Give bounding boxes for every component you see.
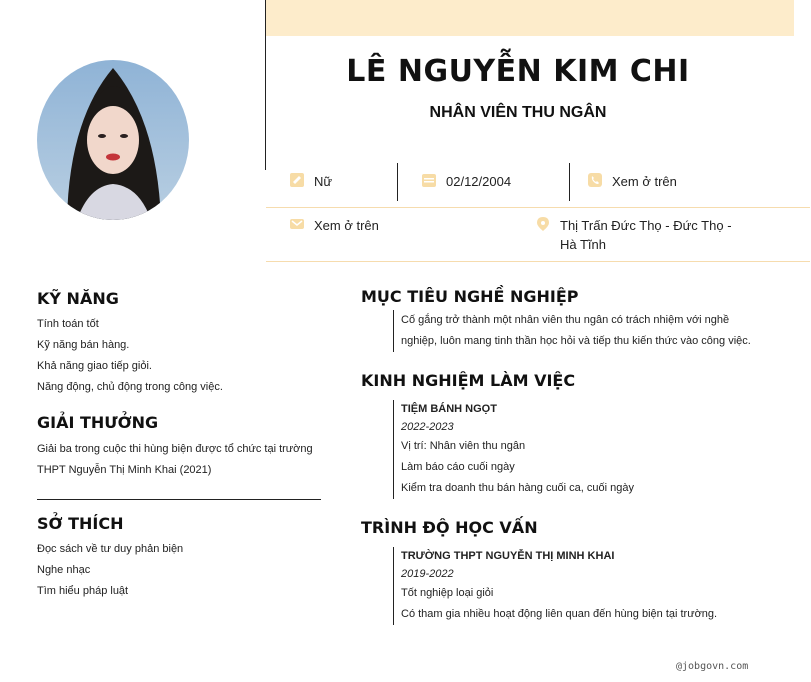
email-value: Xem ở trên xyxy=(314,218,379,233)
gender-item xyxy=(290,172,332,191)
skills-list xyxy=(37,314,223,398)
hobbies-list xyxy=(37,539,183,602)
list-item: Khả năng giao tiếp giỏi. xyxy=(37,360,152,372)
section-divider xyxy=(37,499,321,500)
company-name: TIỆM BÁNH NGỌT xyxy=(401,403,497,415)
gender-value: Nữ xyxy=(314,174,333,189)
objective-line: nghiệp, luôn mang tinh thần học hỏi và tiếp thu kiến thức vào công việc. xyxy=(401,335,751,347)
education-detail: Có tham gia nhiều hoạt động liên quan đến hùng biện tại trường. xyxy=(401,608,718,620)
list-item: Kỹ năng bán hàng. xyxy=(37,339,130,351)
awards-heading: GIẢI THƯỞNG xyxy=(37,413,159,432)
skills-heading: KỸ NĂNG xyxy=(37,289,119,308)
objective-heading: MỤC TIÊU NGHỀ NGHIỆP xyxy=(361,287,579,306)
experience-detail: Kiểm tra doanh thu bán hàng cuối ca, cuối ngày xyxy=(401,482,634,494)
email-item xyxy=(290,216,379,235)
list-item: Năng động, chủ động trong công việc. xyxy=(37,381,223,393)
header-band xyxy=(266,0,794,36)
experience-heading: KINH NGHIỆM LÀM VIỆC xyxy=(361,371,576,390)
gender-icon xyxy=(290,173,304,187)
address-item xyxy=(536,216,746,254)
address-value: Thị Trấn Đức Thọ - Đức Thọ - Hà Tĩnh xyxy=(560,218,732,252)
list-item: Giải ba trong cuộc thi hùng biện được tổ chức tại trường xyxy=(37,443,313,455)
list-item: THPT Nguyễn Thị Minh Khai (2021) xyxy=(37,464,212,476)
school-name: TRƯỜNG THPT NGUYỄN THỊ MINH KHAI xyxy=(401,550,615,562)
list-item: Đọc sách về tư duy phản biện xyxy=(37,543,184,555)
dob-item xyxy=(422,172,511,191)
info-separator xyxy=(397,163,398,201)
awards-list xyxy=(37,439,313,481)
list-item: Tính toán tốt xyxy=(37,318,99,330)
list-item: Tìm hiểu pháp luật xyxy=(37,585,129,597)
info-row-1 xyxy=(266,163,810,201)
location-pin-icon xyxy=(536,217,550,231)
education-heading: TRÌNH ĐỘ HỌC VẤN xyxy=(361,518,538,537)
calendar-icon xyxy=(422,173,436,187)
hobbies-heading: SỞ THÍCH xyxy=(37,514,124,533)
email-icon xyxy=(290,217,304,231)
candidate-name: LÊ NGUYỄN KIM CHI xyxy=(346,54,690,89)
experience-detail: Làm báo cáo cuối ngày xyxy=(401,461,515,473)
phone-icon xyxy=(588,173,602,187)
job-position: NHÂN VIÊN THU NGÂN xyxy=(429,104,607,121)
dob-value: 02/12/2004 xyxy=(446,174,512,189)
objective-line: Cố gắng trở thành một nhân viên thu ngân có trách nhiệm với nghề xyxy=(401,314,730,326)
education-period: 2019-2022 xyxy=(401,568,454,580)
list-item: Nghe nhạc xyxy=(37,564,91,576)
watermark: @jobgovn.com xyxy=(676,661,749,672)
objective-block xyxy=(393,310,751,352)
education-detail: Tốt nghiệp loại giỏi xyxy=(401,587,494,599)
experience-period: 2022-2023 xyxy=(401,421,454,433)
info-separator xyxy=(569,163,570,201)
experience-block xyxy=(393,400,634,499)
education-block xyxy=(393,547,717,625)
experience-detail: Vị trí: Nhân viên thu ngân xyxy=(401,440,526,452)
phone-value: Xem ở trên xyxy=(612,174,677,189)
info-row-2 xyxy=(266,207,810,262)
avatar xyxy=(37,60,189,220)
phone-item xyxy=(588,172,677,191)
avatar-photo xyxy=(37,60,189,220)
